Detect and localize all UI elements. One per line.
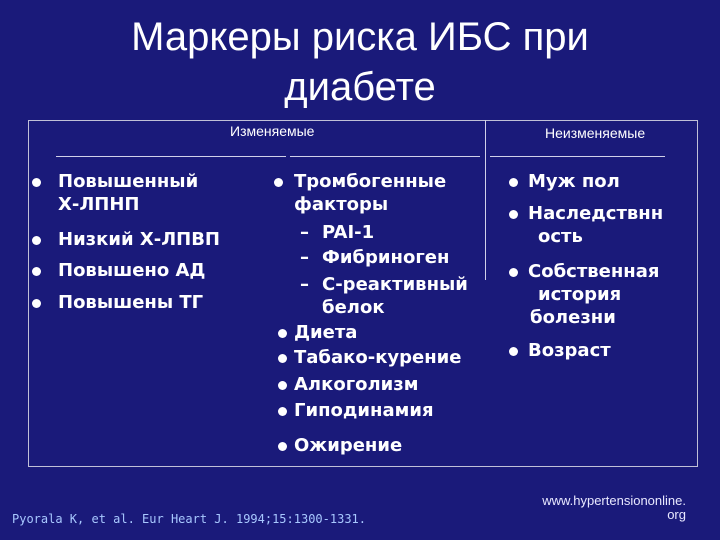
sub-item-crp [322,273,468,319]
list-item-hdl: Низкий Х-ЛПВП [58,229,220,250]
dash-icon: – [300,274,309,295]
list-item-thrombogenic [294,170,446,216]
list-item-male: Муж пол [528,171,620,192]
header-rule-left [56,156,286,157]
list-item-inactivity: Гиподинамия [294,400,434,421]
bullet-icon [278,329,287,338]
history-line1: Собственная [528,261,660,282]
bullet-icon [274,178,283,187]
crp-line2: белок [322,297,385,318]
bullet-icon [278,354,287,363]
list-item-bp: Повышено АД [58,260,206,281]
bullet-icon [509,178,518,187]
bullet-icon [509,347,518,356]
slide-title [60,12,660,112]
modifiable-header: Изменяемые [230,123,315,139]
history-line2: история [538,284,622,305]
bullet-icon [32,299,41,308]
bullet-icon [278,407,287,416]
list-item-alcohol: Алкоголизм [294,374,419,395]
list-item-ldl-line1: Повышенный [58,171,199,192]
bullet-icon [32,267,41,276]
thrombogenic-line1: Тромбогенные [294,171,447,192]
sub-item-pai1: PAI-1 [322,222,375,243]
dash-icon: – [300,222,309,243]
heredity-line2: ость [538,226,583,247]
list-item-history [528,260,659,329]
website-link[interactable] [480,494,686,522]
dash-icon: – [300,247,309,268]
list-item-ldl-line2: Х-ЛПНП [58,194,140,215]
list-item-tg: Повышены ТГ [58,292,204,313]
bullet-icon [278,381,287,390]
bullet-icon [32,236,41,245]
bullet-icon [32,178,41,187]
list-item-ldl [58,170,198,216]
bullet-icon [509,210,518,219]
column-divider [485,120,486,280]
list-item-heredity [528,202,663,248]
history-line3: болезни [530,307,616,328]
sub-item-fibrinogen: Фибриноген [322,247,450,268]
bullet-icon [278,442,287,451]
list-item-age: Возраст [528,340,611,361]
heredity-line1: Наследствнн [528,203,664,224]
header-rule-middle [290,156,480,157]
thrombogenic-line2: факторы [294,194,389,215]
website-line1: www.hypertensiononline. [542,493,686,508]
title-line-1: Маркеры риска ИБС при [131,15,589,59]
title-line-2: диабете [284,65,436,109]
citation: Pyorala K, et al. Eur Heart J. 1994;15:1300-1331. [12,512,367,526]
list-item-obesity: Ожирение [294,435,403,456]
list-item-diet: Диета [294,322,358,343]
nonmodifiable-header: Неизменяемые [545,125,646,141]
website-line2: org [667,507,686,522]
bullet-icon [509,268,518,277]
list-item-smoking: Табако-курение [294,347,462,368]
crp-line1: С-реактивный [322,274,468,295]
header-rule-right [490,156,665,157]
